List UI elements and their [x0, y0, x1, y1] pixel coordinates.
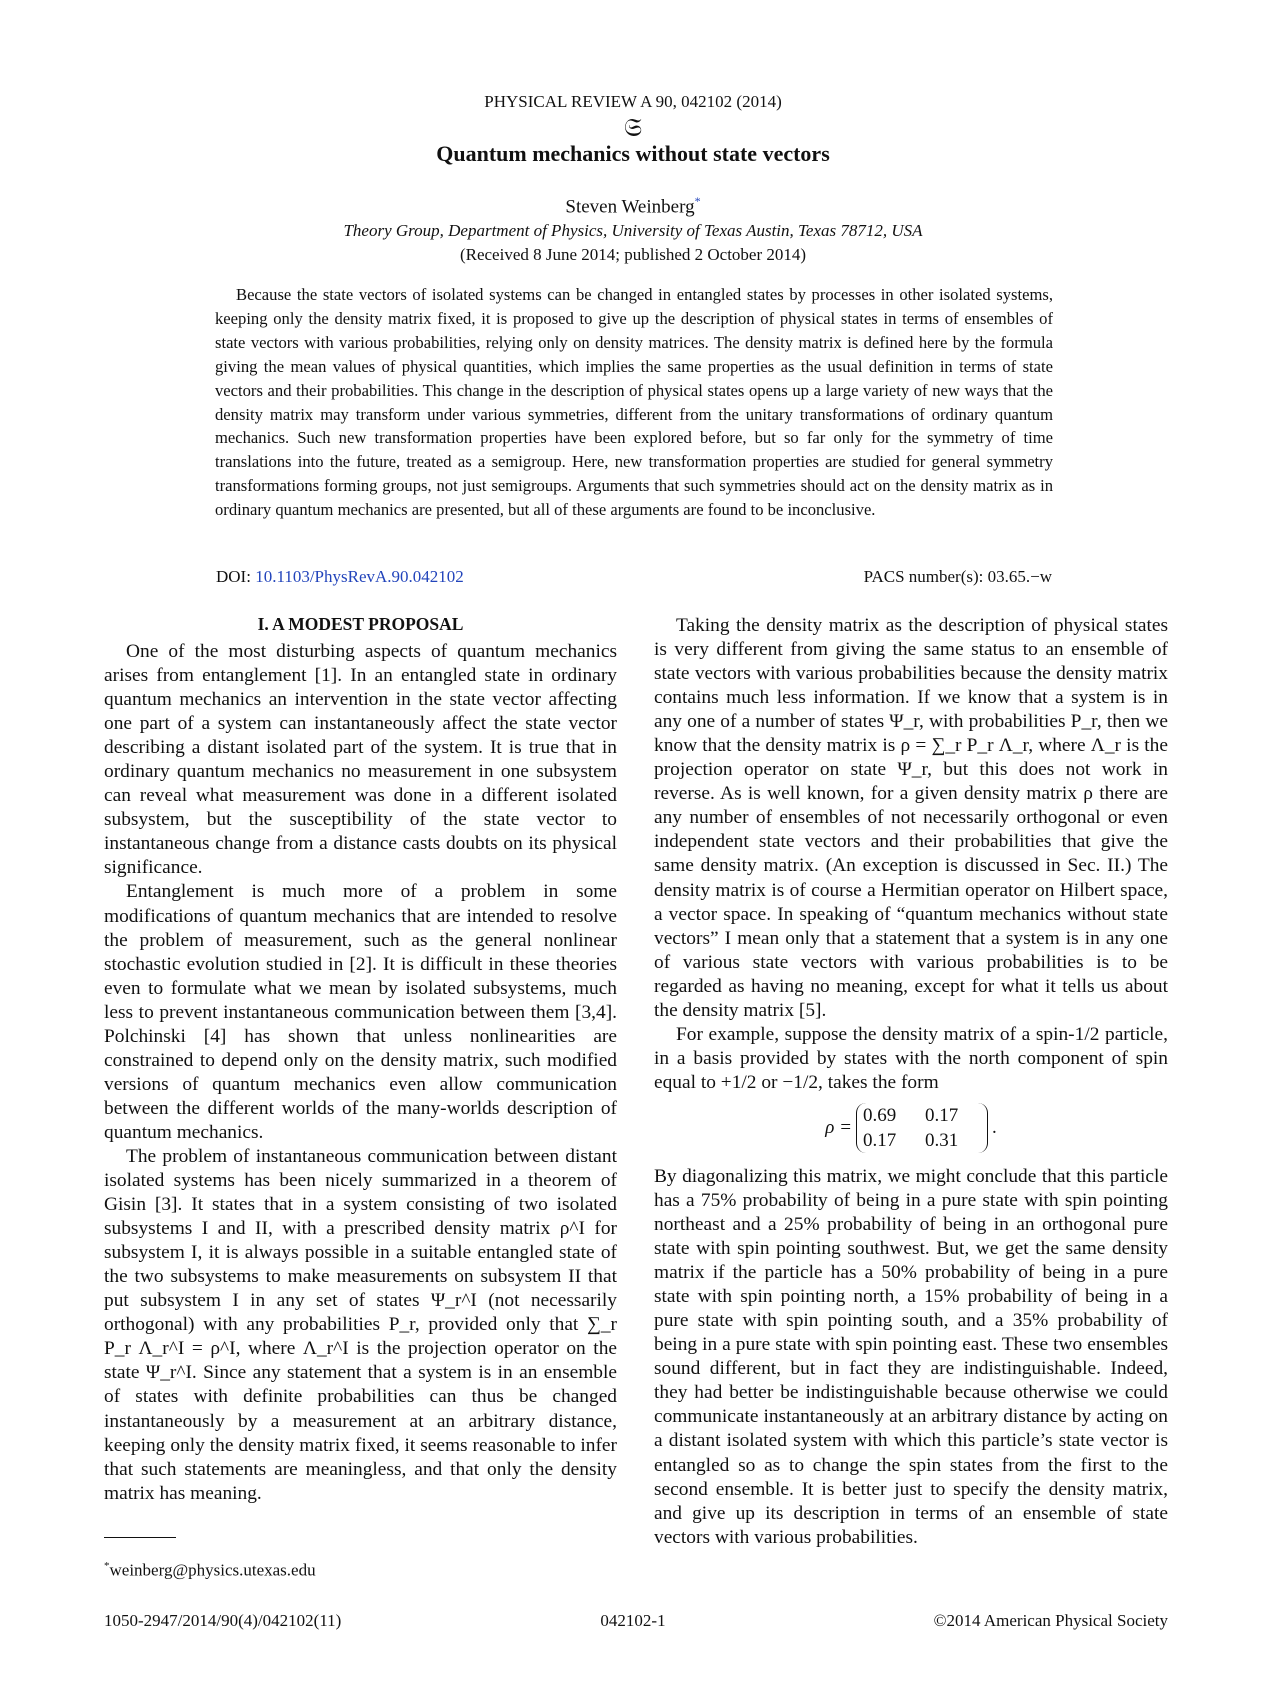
doi-link[interactable]: 10.1103/PhysRevA.90.042102 [255, 567, 464, 586]
paragraph: For example, suppose the density matrix of a spin-1/2 particle, in a basis provided by states with the north component of spin equal to +1/2 or −1/2, takes the form [654, 1023, 1168, 1093]
left-column [104, 640, 617, 1506]
issn-code: 1050-2947/2014/90(4)/042102(11) [104, 1611, 342, 1630]
matrix-lhs: ρ = [825, 1116, 852, 1138]
paragraph: One of the most disturbing aspects of quantum mechanics arises from entanglement [1]. In an entangled state in ordinary quantum mechanics an intervention in the state vector affecting one part of a system can instantaneously affect the state vector describing a distant isolated part of the system. It is true that in ordinary quantum mechanics no measurement in one subsystem can reveal what measurement was done in a different isolated subsystem, but the susceptibility of the state vector to instantaneous change from a distance casts doubts on its physical significance. [104, 641, 617, 879]
author-email[interactable]: weinberg@physics.utexas.edu [109, 1560, 316, 1580]
pacs-numbers: PACS number(s): 03.65.−w [863, 567, 1052, 586]
matrix-body [856, 1103, 988, 1153]
footnote-mark: * [104, 1560, 110, 1572]
density-matrix-equation [654, 1103, 1168, 1155]
matrix-cell: 0.69 [862, 1104, 897, 1126]
section-heading: I. A MODEST PROPOSAL [257, 614, 464, 634]
right-column [654, 614, 1168, 1550]
paper-title: Quantum mechanics without state vectors [436, 141, 830, 166]
affiliation: Theory Group, Department of Physics, University of Texas Austin, Texas 78712, USA [343, 221, 923, 240]
paragraph: The problem of instantaneous communication between distant isolated systems has been nicely summarized in a theorem of Gisin [3]. It states that in a system consisting of two isolated subsystems I and II, with a prescribed density matrix ρ^I for subsystem I, it is always possible in a suitable entangled state of the two subsystems to make measurements on subsystem II that put subsystem I in any set of states Ψ_r^I (not necessarily orthogonal) with any probabilities P_r, provided only that ∑_r P_r Λ_r^I = ρ^I, where Λ_r^I is the projection operator on the state Ψ_r^I. Since any statement that a system is in an ensemble of states with definite probabilities can thus be changed instantaneously by a measurement at an arbitrary distance, keeping only the density matrix fixed, it seems reasonable to infer that such statements are meaningless, and that only the density matrix has meaning. [104, 1145, 617, 1504]
doi-label: DOI: [216, 567, 251, 586]
abstract: Because the state vectors of isolated systems can be changed in entangled states by processes in other isolated systems, keeping only the density matrix fixed, it is proposed to give up the description of physical states in terms of ensembles of state vectors with various probabilities, relying only on density matrices. The density matrix is defined here by the formula giving the mean values of physical quantities, which implies the same properties as the usual definition in terms of state vectors and their probabilities. This change in the description of physical states opens up a large variety of new ways that the density matrix may transform under various symmetries, different from the unitary transformations of ordinary quantum mechanics. Such new transformation properties have been explored before, but so far only for the symmetry of time translations into the future, treated as a semigroup. Here, new transformation properties are studied for general symmetry transformations forming groups, not just semigroups. Arguments that such symmetries should act on the density matrix as in ordinary quantum mechanics are presented, but all of these arguments are found to be inconclusive. [215, 285, 1053, 520]
footnote-rule [104, 1537, 176, 1538]
paragraph: Taking the density matrix as the description of physical states is very different from giving the same status to an ensemble of state vectors with various probabilities because the density matrix contains much less information. If we know that a system is in any one of a number of states Ψ_r, with probabilities P_r, then we know that the density matrix is ρ = ∑_r P_r Λ_r, where Λ_r is the projection operator on state Ψ_r, but this does not work in reverse. As is well known, for a given density matrix ρ there are any number of ensembles of not necessarily orthogonal or even independent state vectors and their probabilities that give the same density matrix. (An exception is discussed in Sec. II.) The density matrix is of course a Hermitian operator on Hilbert space, a vector space. In speaking of “quantum mechanics without state vectors” I mean only that a statement that a system is in any one of various state vectors with various probabilities is to be regarded as having no meaning, except for what it tells us about the density matrix [5]. [654, 615, 1168, 1021]
copyright: ©2014 American Physical Society [933, 1611, 1168, 1630]
matrix-end: . [991, 1116, 997, 1138]
received-dates: (Received 8 June 2014; published 2 October 2014) [459, 245, 807, 264]
paragraph: Entanglement is much more of a problem in some modifications of quantum mechanics that are intended to resolve the problem of measurement, such as the general nonlinear stochastic evolution studied in [2]. It is difficult in these theories even to formulate what we mean by isolated subsystems, much less to prevent instantaneous communication between them [3,4]. Polchinski [4] has shown that unless nonlinearities are constrained to depend only on the density matrix, such modified versions of quantum mechanics even allow communication between the different worlds of the many-worlds description of quantum mechanics. [104, 881, 617, 1143]
matrix-cell: 0.17 [862, 1129, 897, 1151]
author-line [0, 194, 1266, 218]
journal-header: PHYSICAL REVIEW A 90, 042102 (2014) [484, 92, 782, 111]
author-footnote-link[interactable]: * [694, 194, 701, 208]
footnote [104, 1560, 316, 1581]
doi-line [216, 567, 464, 587]
matrix-cell: 0.17 [924, 1104, 959, 1126]
author-name: Steven Weinberg [565, 196, 695, 218]
page-number: 042102-1 [600, 1611, 666, 1630]
paragraph: By diagonalizing this matrix, we might conclude that this particle has a 75% probability of being in a pure state with spin pointing northeast and a 25% probability of being in an orthogonal pure state with spin pointing southwest. But, we get the same density matrix if the particle has a 50% probability of being in a pure state with spin pointing north, a 15% probability of being in a pure state with spin pointing south, and a 35% probability of being in a pure state with spin pointing east. These two ensembles sound different, but in fact they are indistinguishable. Indeed, they had better be indistinguishable because otherwise we could communicate instantaneously at an arbitrary distance by acting on a distant isolated system with which this particle’s state vector is entangled so as to change the spin states from the first to the second ensemble. It is better just to specify the density matrix, and give up its description in terms of an ensemble of state vectors with various probabilities. [654, 1165, 1168, 1548]
journal-logo-icon: 𝔖 [623, 113, 643, 142]
matrix-cell: 0.31 [924, 1129, 959, 1151]
